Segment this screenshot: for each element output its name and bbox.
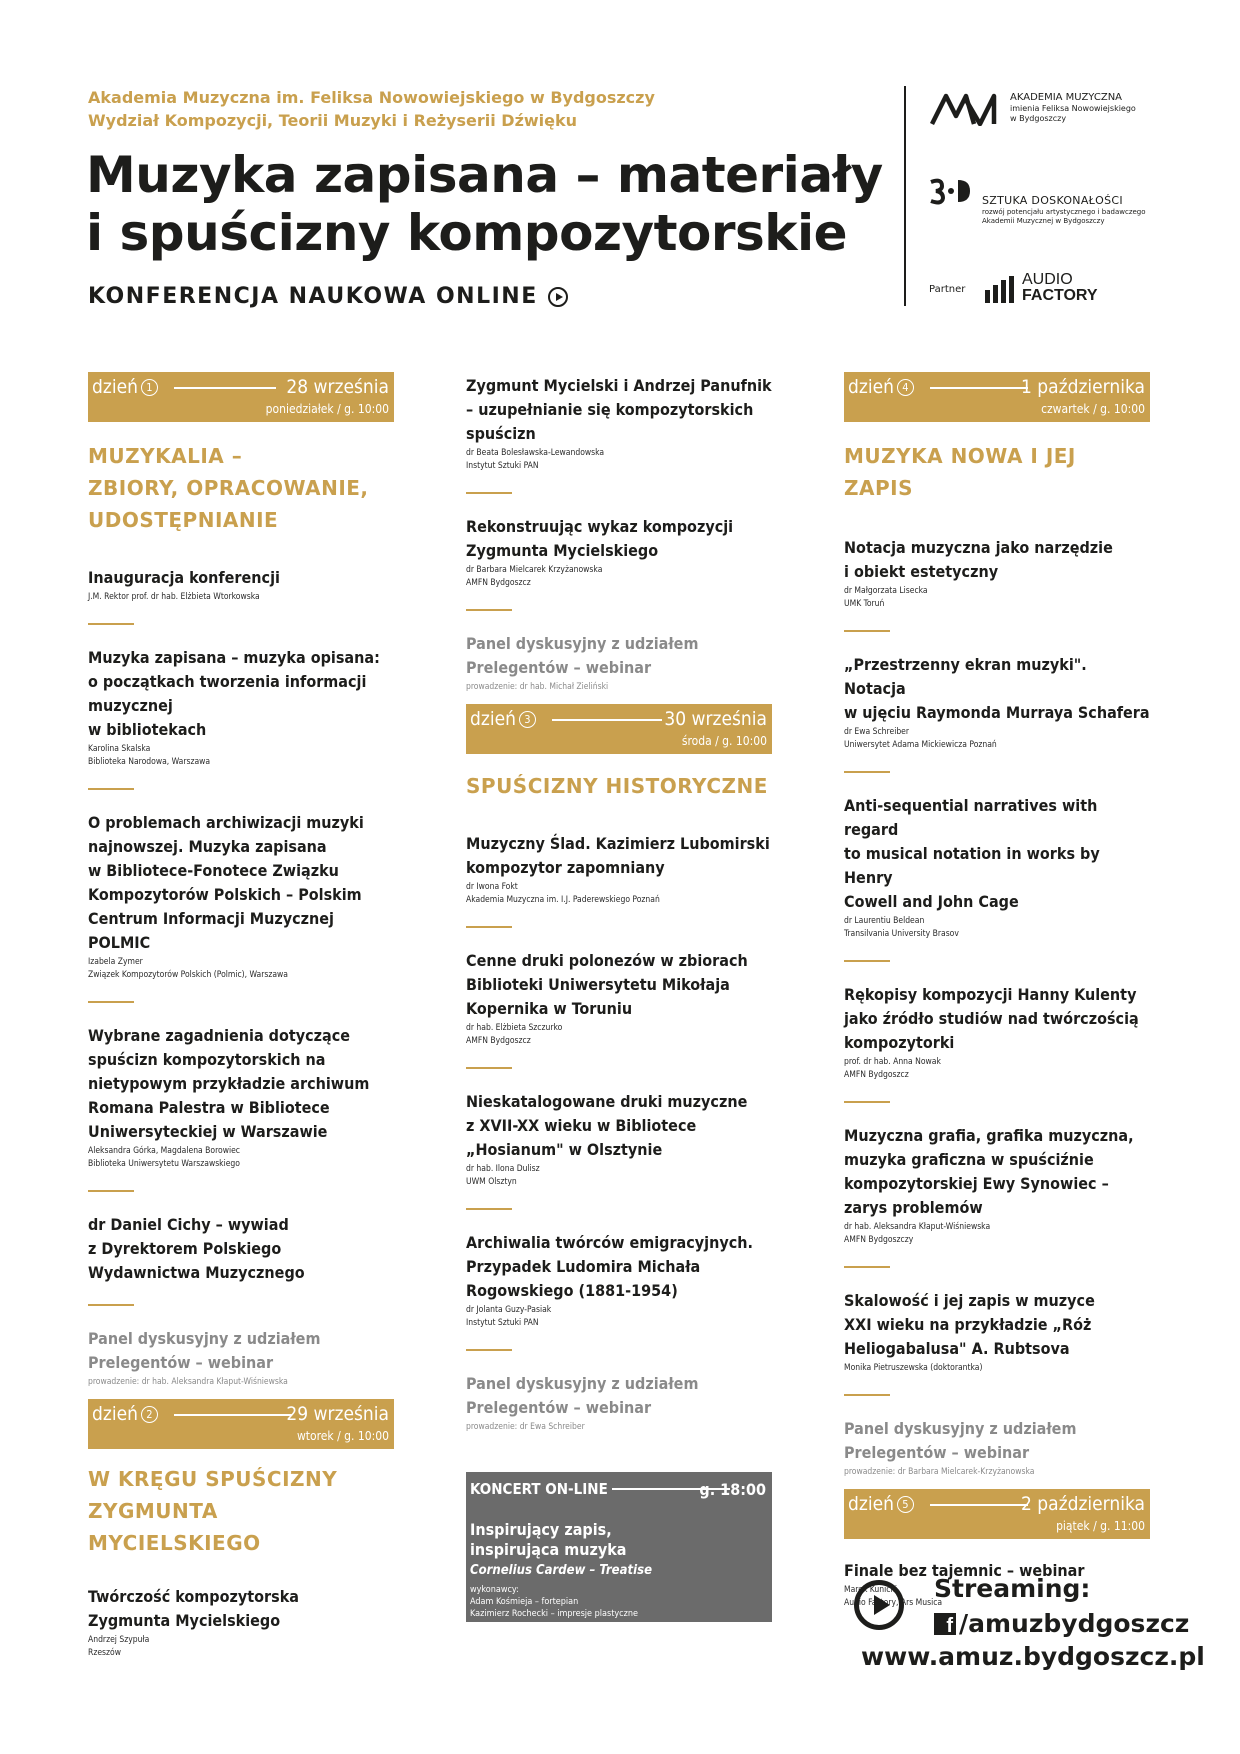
talk-title-line: Archiwalia twórców emigracyjnych. <box>466 1233 753 1252</box>
talk-title-line: Anti-sequential narratives with regard <box>844 796 1098 839</box>
talk-title-line: POLMIC <box>88 933 151 952</box>
talk-speaker-line: AMFN Bydgoszcz <box>466 1036 531 1046</box>
talk-speaker <box>466 1421 772 1434</box>
talk-title-line: z XVII-XX wieku w Bibliotece <box>466 1116 697 1135</box>
talk-title-line: Inauguracja konferencji <box>88 568 280 587</box>
audio-factory-text <box>1022 272 1098 304</box>
talk-item <box>88 1585 394 1660</box>
talk-item <box>466 374 772 473</box>
talk-title <box>466 1090 772 1162</box>
af-line-1: AUDIO <box>1022 271 1073 288</box>
talk-speaker <box>466 1304 772 1330</box>
section-title <box>844 440 1150 504</box>
talk-title <box>466 949 772 1021</box>
talk-title-line: Wybrane zagadnienia dotyczące <box>88 1026 351 1045</box>
talk-title <box>844 653 1150 725</box>
talk-title-line: Rękopisy kompozycji Hanny Kulenty <box>844 985 1137 1004</box>
talk-speaker-line: dr Laurentiu Beldean <box>844 916 925 926</box>
talk-title-line: Panel dyskusyjny z udziałem <box>88 1329 321 1348</box>
talk-list <box>844 536 1150 1479</box>
panel-discussion <box>844 1417 1150 1479</box>
section-line: SPUŚCIZNY HISTORYCZNE <box>466 774 768 798</box>
talk-speaker <box>466 447 772 473</box>
talk-title-line: nietypowym przykładzie archiwum <box>88 1074 370 1093</box>
talk-title <box>88 1024 394 1144</box>
talk-title-line: Przypadek Ludomira Michała <box>466 1257 701 1276</box>
talk-speaker-line: dr Barbara Mielcarek Krzyżanowska <box>466 565 603 575</box>
section-title <box>466 770 772 802</box>
facebook-icon: f <box>934 1613 956 1635</box>
talk-title <box>844 794 1150 914</box>
talk-speaker <box>88 591 394 604</box>
talk-title-line: Prelegentów – webinar <box>844 1443 1030 1462</box>
day-label: dzień 4 <box>848 376 914 398</box>
column-day-4-5 <box>844 372 1150 1610</box>
talk-title-line: Muzyczna grafia, grafika muzyczna, <box>844 1126 1134 1145</box>
talk-title <box>88 646 394 742</box>
talk-separator <box>88 1304 134 1306</box>
section-line: MUZYKA NOWA I JEJ ZAPIS <box>844 444 1076 500</box>
talk-speaker <box>88 743 394 769</box>
am-logo-mark-icon <box>930 92 1000 126</box>
talk-speaker-line: Związek Kompozytorów Polskich (Polmic), Warszawa <box>88 970 288 980</box>
talk-title-line: Cowell and John Cage <box>844 892 1019 911</box>
talk-separator <box>88 788 134 790</box>
day-date: 2 października <box>1020 1493 1145 1515</box>
am-line-3: w Bydgoszczy <box>1010 114 1067 123</box>
day-2-header <box>88 1399 394 1449</box>
talk-speaker <box>88 1634 394 1660</box>
talk-title-line: Nieskatalogowane druki muzyczne <box>466 1092 748 1111</box>
section-line: UDOSTĘPNIANIE <box>88 508 279 532</box>
concert-title-line: inspirująca muzyka <box>470 1540 627 1559</box>
talk-item <box>88 566 394 604</box>
talk-title-line: Muzyka zapisana – muzyka opisana: <box>88 648 380 667</box>
talk-title <box>466 374 772 446</box>
talk-speaker <box>844 1221 1150 1247</box>
talk-speaker-line: Biblioteka Uniwersytetu Warszawskiego <box>88 1159 240 1169</box>
talk-title-line: Kopernika w Toruniu <box>466 999 633 1018</box>
sd-logo-text <box>982 194 1146 226</box>
talk-item <box>88 1024 394 1171</box>
talk-title-line: spuścizn kompozytorskich na <box>88 1050 326 1069</box>
talk-speaker <box>88 956 394 982</box>
talk-title <box>844 1289 1150 1361</box>
talk-speaker <box>466 1022 772 1048</box>
audio-factory-logo <box>984 276 1018 308</box>
talk-title <box>466 1372 772 1420</box>
talk-title-line: spuścizn <box>466 424 536 443</box>
day-weekday-time: wtorek / g. 10:00 <box>296 1429 389 1443</box>
talk-speaker <box>844 915 1150 941</box>
talk-separator <box>844 1394 890 1396</box>
talk-item <box>844 1124 1150 1247</box>
talk-title <box>466 632 772 680</box>
day-date: 1 października <box>1020 376 1145 398</box>
talk-speaker-line: Transilvania University Brasov <box>844 929 959 939</box>
talk-item <box>466 1090 772 1189</box>
talk-speaker <box>88 1145 394 1171</box>
talk-title-line: dr Daniel Cichy – wywiad <box>88 1215 289 1234</box>
audio-factory-bars-icon <box>984 276 1018 304</box>
talk-speaker <box>466 1163 772 1189</box>
talk-speaker <box>844 1056 1150 1082</box>
talk-title-line: Rogowskiego (1881-1954) <box>466 1281 678 1300</box>
day-date: 29 września <box>286 1403 389 1425</box>
day-4-header <box>844 372 1150 422</box>
talk-title-line: Heliogabalusa" A. Rubtsova <box>844 1339 1070 1358</box>
talk-title-line: w bibliotekach <box>88 720 207 739</box>
talk-speaker <box>844 1466 1150 1479</box>
performer-line: Kazimierz Rochecki – impresje plastyczne <box>470 1609 638 1619</box>
talk-speaker-line: prowadzenie: dr Ewa Schreiber <box>466 1422 585 1432</box>
talk-item <box>844 653 1150 752</box>
institution <box>88 86 655 132</box>
talk-speaker-line: dr Ewa Schreiber <box>844 727 910 737</box>
talk-title-line: Finale bez tajemnic – webinar <box>844 1561 1085 1580</box>
talk-title <box>844 536 1150 584</box>
talk-title-line: to musical notation in works by Henry <box>844 844 1100 887</box>
talk-separator <box>466 1067 512 1069</box>
talk-title-line: muzycznej <box>88 696 173 715</box>
section-title <box>88 440 394 536</box>
website-link[interactable]: www.amuz.bydgoszcz.pl <box>861 1642 1205 1671</box>
concert-title-line: Inspirujący zapis, <box>470 1520 612 1539</box>
talk-title-line: Prelegentów – webinar <box>466 658 652 677</box>
panel-discussion <box>466 1372 772 1434</box>
talk-title-line: Zygmunta Mycielskiego <box>466 541 659 560</box>
day-rule <box>174 387 276 389</box>
talk-item <box>844 794 1150 941</box>
talk-separator <box>88 1190 134 1192</box>
talk-separator <box>844 1101 890 1103</box>
talk-title <box>844 1417 1150 1465</box>
institution-line-2: Wydział Kompozycji, Teorii Muzyki i Reżyserii Dźwięku <box>88 111 578 130</box>
talk-speaker-line: dr hab. Ilona Dulisz <box>466 1164 540 1174</box>
talk-title-line: Wydawnictwa Muzycznego <box>88 1263 305 1282</box>
talk-separator <box>88 623 134 625</box>
talk-title-line: Skalowość i jej zapis w muzyce <box>844 1291 1095 1310</box>
talk-title-line: Biblioteki Uniwersytetu Mikołaja <box>466 975 730 994</box>
talk-item <box>466 949 772 1048</box>
day-3-header <box>466 704 772 754</box>
talk-title <box>466 1231 772 1303</box>
talk-speaker <box>88 1376 394 1389</box>
talk-speaker <box>844 585 1150 611</box>
talk-title-line: „Hosianum" w Olsztynie <box>466 1140 663 1159</box>
talk-title <box>466 832 772 880</box>
concert-performers <box>470 1584 638 1620</box>
talk-title-line: o początkach tworzenia informacji <box>88 672 367 691</box>
talk-speaker-line: Instytut Sztuki PAN <box>466 1318 539 1328</box>
section-line: MUZYKALIA – <box>88 444 243 468</box>
concert-label: KONCERT ON-LINE <box>470 1480 608 1498</box>
talk-title-line: Uniwersyteckiej w Warszawie <box>88 1122 328 1141</box>
column-day-2-3 <box>466 374 772 1622</box>
day-5-header <box>844 1489 1150 1539</box>
day-number: 4 <box>897 379 914 396</box>
talk-title-line: Prelegentów – webinar <box>88 1353 274 1372</box>
talk-item <box>88 811 394 982</box>
talk-speaker <box>466 681 772 694</box>
talk-item <box>466 832 772 907</box>
talk-speaker-line: Biblioteka Narodowa, Warszawa <box>88 757 211 767</box>
talk-title-line: Panel dyskusyjny z udziałem <box>844 1419 1077 1438</box>
talk-title <box>88 1213 394 1285</box>
talk-title-line: muzyka graficzna w spuściźnie <box>844 1150 1094 1169</box>
concert-time: g. 18:00 <box>699 1480 766 1499</box>
talk-separator <box>466 492 512 494</box>
talk-title-line: Kompozytorów Polskich – Polskim <box>88 885 362 904</box>
day-rule <box>552 719 662 721</box>
talk-separator <box>88 1001 134 1003</box>
talk-list <box>88 1585 394 1660</box>
day-weekday-time: piątek / g. 11:00 <box>1056 1519 1145 1533</box>
talk-speaker-line: dr hab. Aleksandra Kłaput-Wiśniewska <box>844 1222 991 1232</box>
talk-speaker-line: AMFN Bydgoszcz <box>844 1070 909 1080</box>
talk-title-line: O problemach archiwizacji muzyki <box>88 813 364 832</box>
talk-list <box>466 374 772 694</box>
sd-logo-mark-icon <box>928 176 972 206</box>
talk-title-line: Panel dyskusyjny z udziałem <box>466 1374 699 1393</box>
talk-title <box>844 983 1150 1055</box>
sd-name: SZTUKA DOSKONAŁOŚCI <box>982 194 1123 207</box>
streaming-play-icon[interactable] <box>854 1580 904 1630</box>
talk-title <box>844 1124 1150 1220</box>
talk-speaker-line: UWM Olsztyn <box>466 1177 517 1187</box>
day-weekday-time: czwartek / g. 10:00 <box>1041 402 1145 416</box>
day-number: 1 <box>141 379 158 396</box>
talk-title <box>88 1585 394 1633</box>
talk-title-line: w ujęciu Raymonda Murraya Schafera <box>844 703 1150 722</box>
day-weekday-time: środa / g. 10:00 <box>681 734 767 748</box>
talk-speaker-line: Instytut Sztuki PAN <box>466 461 539 471</box>
day-label: dzień 3 <box>470 708 536 730</box>
day-number: 5 <box>897 1496 914 1513</box>
title-line-1: Muzyka zapisana – materiały <box>86 146 883 204</box>
day-rule <box>174 1414 292 1416</box>
talk-speaker-line: dr hab. Elżbieta Szczurko <box>466 1023 563 1033</box>
talk-speaker-line: dr Jolanta Guzy-Pasiak <box>466 1305 552 1315</box>
institution-line-1: Akademia Muzyczna im. Feliksa Nowowiejskiego w Bydgoszczy <box>88 88 655 107</box>
talk-title-line: Twórczość kompozytorska <box>88 1587 299 1606</box>
column-day-1-2 <box>88 372 394 1660</box>
talk-speaker-line: Marek Kunicki <box>844 1585 897 1595</box>
talk-speaker-line: prowadzenie: dr hab. Aleksandra Kłaput-Wiśniewska <box>88 1377 288 1387</box>
play-icon <box>548 287 568 307</box>
talk-speaker <box>844 726 1150 752</box>
talk-title-line: Prelegentów – webinar <box>466 1398 652 1417</box>
talk-title-line: kompozytorskiej Ewy Synowiec – <box>844 1174 1109 1193</box>
talk-speaker <box>844 1362 1150 1375</box>
talk-title-line: zarys problemów <box>844 1198 983 1217</box>
talk-separator <box>466 1208 512 1210</box>
talk-title-line: Notacja muzyczna jako narzędzie <box>844 538 1113 557</box>
talk-separator <box>466 926 512 928</box>
panel-discussion <box>466 632 772 694</box>
talk-list <box>466 832 772 1434</box>
af-line-2: FACTORY <box>1022 287 1098 304</box>
subtitle <box>88 284 568 309</box>
talk-item <box>844 983 1150 1082</box>
talk-item <box>88 1213 394 1285</box>
talk-speaker-line: Uniwersytet Adama Mickiewicza Poznań <box>844 740 997 750</box>
section-title <box>88 1463 394 1559</box>
section-line: W KRĘGU SPUŚCIZNY <box>88 1467 338 1491</box>
talk-title-line: i obiekt estetyczny <box>844 562 999 581</box>
talk-speaker <box>466 881 772 907</box>
talk-title <box>466 515 772 563</box>
performer-line: wykonawcy: <box>470 1585 519 1595</box>
talk-title <box>88 566 394 590</box>
talk-separator <box>844 1266 890 1268</box>
talk-list <box>88 566 394 1389</box>
talk-speaker-line: AMFN Bydgoszczy <box>844 1235 914 1245</box>
day-label: dzień 5 <box>848 1493 914 1515</box>
talk-title-line: kompozytor zapomniany <box>466 858 665 877</box>
talk-title-line: – uzupełnianie się kompozytorskich <box>466 400 754 419</box>
talk-title-line: Centrum Informacji Muzycznej <box>88 909 334 928</box>
talk-speaker-line: dr Beata Bolesławska-Lewandowska <box>466 448 605 458</box>
talk-speaker-line: Monika Pietruszewska (doktorantka) <box>844 1363 983 1373</box>
facebook-link[interactable] <box>934 1609 1189 1638</box>
performer-line: Adam Kośmieja – fortepian <box>470 1597 579 1607</box>
talk-title-line: kompozytorki <box>844 1033 955 1052</box>
talk-speaker-line: AMFN Bydgoszcz <box>466 578 531 588</box>
facebook-handle: /amuzbydgoszcz <box>959 1609 1190 1638</box>
streaming-label: Streaming: <box>934 1574 1091 1603</box>
logo-divider <box>904 86 906 306</box>
talk-speaker-line: Andrzej Szypuła <box>88 1635 150 1645</box>
talk-title-line: Panel dyskusyjny z udziałem <box>466 634 699 653</box>
sd-line-3: Akademii Muzycznej w Bydgoszczy <box>982 217 1105 225</box>
sd-line-2: rozwój potencjału artystycznego i badawczego <box>982 208 1146 216</box>
am-logo <box>930 92 1000 130</box>
panel-discussion <box>88 1327 394 1389</box>
am-name: AKADEMIA MUZYCZNA <box>1010 92 1123 103</box>
talk-separator <box>844 771 890 773</box>
talk-speaker-line: prof. dr hab. Anna Nowak <box>844 1057 941 1067</box>
section-line: ZBIORY, OPRACOWANIE, <box>88 476 369 500</box>
day-number: 3 <box>519 711 536 728</box>
talk-title-line: z Dyrektorem Polskiego <box>88 1239 282 1258</box>
concert-title <box>470 1520 627 1560</box>
talk-title-line: Muzyczny Ślad. Kazimierz Lubomirski <box>466 834 770 853</box>
talk-title-line: jako źródło studiów nad twórczością <box>844 1009 1139 1028</box>
talk-title <box>88 811 394 955</box>
talk-title-line: Zygmunt Mycielski i Andrzej Panufnik <box>466 376 772 395</box>
talk-item <box>466 1231 772 1330</box>
talk-speaker-line: dr Iwona Fokt <box>466 882 518 892</box>
talk-title-line: XXI wieku na przykładzie „Róż <box>844 1315 1092 1334</box>
talk-speaker-line: Rzeszów <box>88 1648 121 1658</box>
day-number: 2 <box>141 1406 158 1423</box>
talk-separator <box>466 609 512 611</box>
talk-title-line: Rekonstruując wykaz kompozycji <box>466 517 734 536</box>
day-1-header <box>88 372 394 422</box>
talk-speaker-line: Izabela Zymer <box>88 957 143 967</box>
talk-separator <box>844 960 890 962</box>
day-label: dzień 2 <box>92 1403 158 1425</box>
talk-separator <box>844 630 890 632</box>
talk-speaker-line: Karolina Skalska <box>88 744 151 754</box>
day-label: dzień 1 <box>92 376 158 398</box>
talk-speaker-line: Audio Factory, Ars Musica <box>844 1598 943 1608</box>
concert-work: Cornelius Cardew – Treatise <box>470 1563 652 1578</box>
talk-title-line: najnowszej. Muzyka zapisana <box>88 837 327 856</box>
day-weekday-time: poniedziałek / g. 10:00 <box>265 402 389 416</box>
talk-speaker-line: prowadzenie: dr hab. Michał Zieliński <box>466 682 609 692</box>
am-line-2: imienia Feliksa Nowowiejskiego <box>1010 104 1136 113</box>
sd-logo <box>928 176 972 210</box>
page-title <box>86 146 883 262</box>
talk-title-line: Romana Palestra w Bibliotece <box>88 1098 330 1117</box>
talk-speaker-line: J.M. Rektor prof. dr hab. Elżbieta Wtorkowska <box>88 592 260 602</box>
talk-item <box>844 536 1150 611</box>
talk-title <box>88 1327 394 1375</box>
day-date: 30 września <box>664 708 767 730</box>
talk-speaker-line: Akademia Muzyczna im. I.J. Paderewskiego Poznań <box>466 895 660 905</box>
talk-item <box>844 1289 1150 1375</box>
talk-speaker-line: UMK Toruń <box>844 599 885 609</box>
talk-speaker-line: Aleksandra Górka, Magdalena Borowiec <box>88 1146 241 1156</box>
talk-item <box>88 646 394 769</box>
day-date: 28 września <box>286 376 389 398</box>
talk-title-line: w Bibliotece-Fonotece Związku <box>88 861 339 880</box>
section-line: ZYGMUNTA MYCIELSKIEGO <box>88 1499 261 1555</box>
subtitle-text: KONFERENCJA NAUKOWA ONLINE <box>88 284 538 309</box>
talk-speaker-line: dr Małgorzata Lisecka <box>844 586 928 596</box>
talk-speaker <box>466 564 772 590</box>
am-logo-text <box>1010 92 1136 124</box>
day-rule <box>930 387 1028 389</box>
talk-speaker-line: prowadzenie: dr Barbara Mielcarek-Krzyżanowska <box>844 1467 1035 1477</box>
talk-separator <box>466 1349 512 1351</box>
talk-title-line: Zygmunta Mycielskiego <box>88 1611 281 1630</box>
title-line-2: i spuścizny kompozytorskie <box>86 204 848 262</box>
day-rule <box>930 1504 1028 1506</box>
talk-title-line: „Przestrzenny ekran muzyki". Notacja <box>844 655 1087 698</box>
talk-item <box>466 515 772 590</box>
talk-title-line: Cenne druki polonezów w zbiorach <box>466 951 748 970</box>
concert-box <box>466 1472 772 1622</box>
partner-label: Partner <box>929 284 966 295</box>
